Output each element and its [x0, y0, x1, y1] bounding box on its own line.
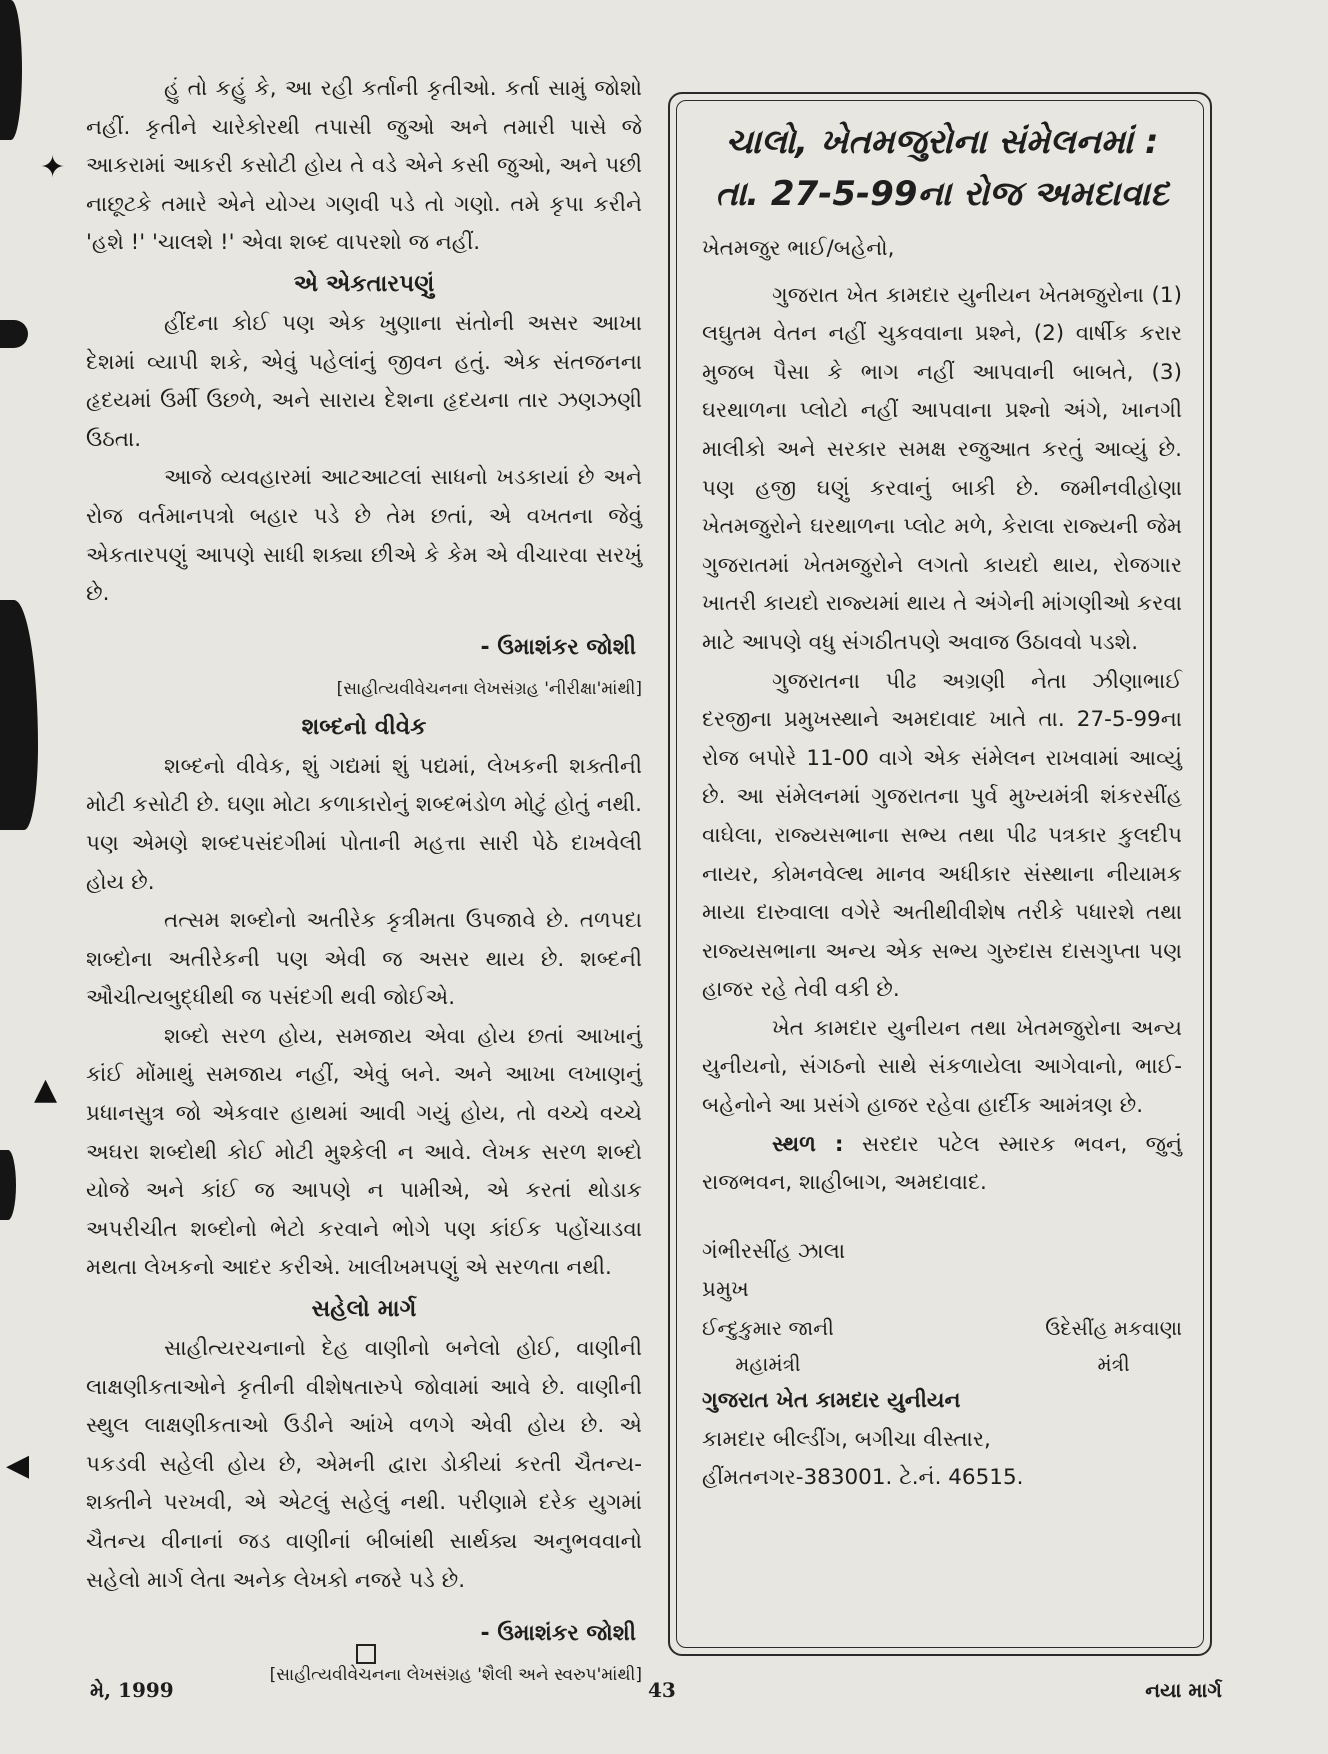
torn-edge — [0, 0, 22, 140]
gensec-name: ઈન્દુકુમાર જાની — [702, 1316, 834, 1341]
notice-title: ચાલો, ખેતમજુરોના સંમેલનમાં : — [725, 122, 1159, 162]
signatory-secretary — [1045, 1310, 1182, 1382]
source-citation: [સાહીત્યવીવેચનના લેખસંગ્રહ 'નીરીક્ષા'માંથી] — [336, 678, 642, 699]
author-credit: - ઉમાશંકર જોશી — [480, 634, 636, 660]
venue-text: સરદાર પટેલ સ્મારક ભવન, જુનું રાજભવન, શાહીબાગ, અમદાવાદ. — [702, 1131, 1182, 1196]
margin-mark: ◀ — [6, 1448, 30, 1483]
section-heading: સહેલો માર્ગ — [311, 1296, 417, 1323]
left-column — [86, 70, 642, 1692]
paragraph: હીંદના કોઈ પણ એક ખુણાના સંતોની અસર આખા દેશમાં વ્યાપી શકે, એવું પહેલાંનું જીવન હતું. એક સંતજનના હૃદયમાં ઉર્મી ઉછળે, અને સારાય દેશના હૃદયના તાર ઝણઝણી ઉઠતા. — [86, 310, 642, 452]
venue-line — [702, 1126, 1182, 1203]
signatory-gensec — [702, 1310, 834, 1382]
margin-mark: ✦ — [40, 150, 66, 185]
intro-paragraph: હું તો કહું કે, આ રહી કર્તાની કૃતીઓ. કર્તા સામું જોશો નહીં. કૃતીને ચારેકોરથી તપાસી જુઓ અને તમારી પાસે જે આકરામાં આકરી કસોટી હોય તે વડે એને કસી જુઓ, અને પછી નાછૂટકે તમારે એને યોગ્ય ગણવી પડે તો ગણો. તમે કૃપા કરીને 'હશે !' 'ચાલશે !' એવા શબ્દ વાપરશો જ નહીં. — [86, 76, 642, 256]
org-address-line: હીંમતનગર-383001. ટે.નં. 46515. — [702, 1465, 1024, 1491]
section-heading: શબ્દનો વીવેક — [301, 713, 427, 740]
notice-subtitle: તા. 27-5-99ના રોજ અમદાવાદ — [715, 174, 1169, 214]
margin-mark: ▲ — [34, 1072, 58, 1107]
paragraph: ગુજરાત ખેત કામદાર યુનીયન ખેતમજુરોના (1) લઘુતમ વેતન નહીં ચુકવવાના પ્રશ્ને, (2) વાર્ષીક કરાર મુજબ પૈસા કે ભાગ નહીં આપવાની બાબતે, (3) ઘરથાળના પ્લોટો નહીં આપવાના પ્રશ્નો અંગે, ખાનગી માલીકો અને સરકાર સમક્ષ રજુઆત કરતું આવ્યું છે. પણ હજી ઘણું કરવાનું બાકી છે. જમીનવીહોણા ખેતમજુરોને ઘરથાળના પ્લોટ મળે, કેરાલા રાજ્યની જેમ ગુજરાતમાં ખેતમજુરોને લગતો કાયદો થાય, રોજગાર ખાતરી કાયદો રાજ્યમાં થાય તે અંગેની માંગણીઓ કરવા માટે આપણે વધુ સંગઠીતપણે અવાજ ઉઠાવવો પડશે. — [702, 282, 1182, 655]
torn-edge — [0, 1150, 16, 1220]
paragraph: ખેત કામદાર યુનીયન તથા ખેતમજુરોના અન્ય યુનીયનો, સંગઠનો સાથે સંકળાયેલા આગેવાનો, ભાઈ-બહેનોને આ પ્રસંગે હાજર રહેવા હાર્દીક આમંત્રણ છે. — [702, 1015, 1182, 1119]
torn-edge — [0, 600, 38, 830]
page-number: 43 — [648, 1678, 676, 1702]
org-address-line: કામદાર બીલ્ડીંગ, બગીચા વીસ્તાર, — [702, 1426, 991, 1452]
magazine-name: નયા માર્ગ — [1145, 1678, 1222, 1702]
paragraph: સાહીત્યરચનાનો દેહ વાણીનો બનેલો હોઈ, વાણીની લાક્ષણીકતાઓને કૃતીની વીશેષતારુપે જોવામાં આવે છે. વાણીની સ્થુલ લાક્ષણીકતાઓ ઉડીને આંખે વળગે એવી હોય છે. એ પકડવી સહેલી હોય છે, એમની દ્વારા ડોકીયાં કરતી ચૈતન્ય-શક્તીને પરખવી, એ એટલું સહેલું નથી. પરીણામે દરેક યુગમાં ચૈતન્ય વીનાનાં જડ વાણીનાં બીબાંથી સાર્થક્ય અનુભવવાનો સહેલો માર્ગ લેતા અનેક લેખકો નજરે પડે છે. — [86, 1336, 642, 1593]
paragraph: શબ્દો સરળ હોય, સમજાય એવા હોય છતાં આખાનું કાંઈ મોંમાથું સમજાય નહીં, એવું બને. અને આખા લખાણનું પ્રધાનસુત્ર જો એકવાર હાથમાં આવી ગયું હોય, તો વચ્ચે વચ્ચે અઘરા શબ્દોથી કોઈ મોટી મુશ્કેલી ન આવે. લેખક સરળ શબ્દો યોજે અને કાંઈ જ આપણે ન પામીએ, એ કરતાં થોડાક અપરીચીત શબ્દોનો ભેટો કરવાને ભોગે પણ કાંઈક પહોંચાડવા મથતા લેખકનો આદર કરીએ. ખાલીખમપણું એ સરળતા નથી. — [86, 1023, 642, 1281]
venue-label: સ્થળ : — [772, 1131, 844, 1157]
end-mark-square — [356, 1644, 376, 1664]
gensec-title: મહામંત્રી — [735, 1352, 801, 1377]
president-title: પ્રમુખ — [702, 1277, 749, 1303]
footer-date: મે, 1999 — [90, 1678, 174, 1702]
paragraph: આજે વ્યવહારમાં આટઆટલાં સાધનો ખડકાયાં છે અને રોજ વર્તમાનપત્રો બહાર પડે છે તેમ છતાં, એ વખતના જેવું એકતારપણું આપણે સાધી શક્યા છીએ કે કેમ એ વીચારવા સરખું છે. — [86, 465, 642, 607]
paragraph: શબ્દનો વીવેક, શું ગદ્યમાં શું પદ્યમાં, લેખકની શક્તીની મોટી કસોટી છે. ઘણા મોટા કળાકારોનું શબ્દભંડોળ મોટું હોતું નથી. પણ એમણે શબ્દપસંદગીમાં પોતાની મહત્તા સારી પેઠે દાખવેલી હોય છે. — [86, 753, 642, 895]
author-credit: - ઉમાશંકર જોશી — [480, 1621, 636, 1647]
salutation: ખેતમજુર ભાઈ/બહેનો, — [702, 236, 895, 261]
notice-content — [702, 116, 1182, 1498]
torn-edge — [0, 320, 28, 348]
org-name: ગુજરાત ખેત કામદાર યુનીયન — [702, 1388, 961, 1414]
secretary-name: ઉદેસીંહ મકવાણા — [1045, 1316, 1182, 1341]
signatories — [702, 1310, 1182, 1382]
union-notice-box — [668, 92, 1212, 1656]
section-heading: એ એકતારપણું — [293, 270, 435, 297]
paragraph: તત્સમ શબ્દોનો અતીરેક કૃત્રીમતા ઉપજાવે છે. તળપદા શબ્દોના અતીરેકની પણ એવી જ અસર થાય છે. શબ્દની ઔચીત્યબુદ્ધીથી જ પસંદગી થવી જોઈએ. — [86, 908, 642, 1011]
secretary-title: મંત્રી — [1097, 1352, 1130, 1377]
president-name: ગંભીરસીંહ ઝાલા — [702, 1238, 846, 1264]
source-citation: [સાહીત્યવીવેચનના લેખસંગ્રહ 'શૈલી અને સ્વરુપ'માંથી] — [269, 1665, 642, 1686]
paragraph: ગુજરાતના પીઢ અગ્રણી નેતા ઝીણાભાઈ દરજીના પ્રમુખસ્થાને અમદાવાદ ખાતે તા. 27-5-99ના રોજ બપોરે 11-00 વાગે એક સંમેલન રાખવામાં આવ્યું છે. આ સંમેલનમાં ગુજરાતના પુર્વ મુખ્યમંત્રી શંકરસીંહ વાઘેલા, રાજ્યસભાના સભ્ય તથા પીઢ પત્રકાર કુલદીપ નાયર, કોમનવેલ્થ માનવ અધીકાર સંસ્થાના નીયામક માયા દારુવાલા વગેરે અતીથીવીશેષ તરીકે પધારશે તથા રાજ્યસભાના અન્ય એક સભ્ય ગુરુદાસ દાસગુપ્તા પણ હાજર રહે તેવી વકી છે. — [702, 668, 1182, 1003]
